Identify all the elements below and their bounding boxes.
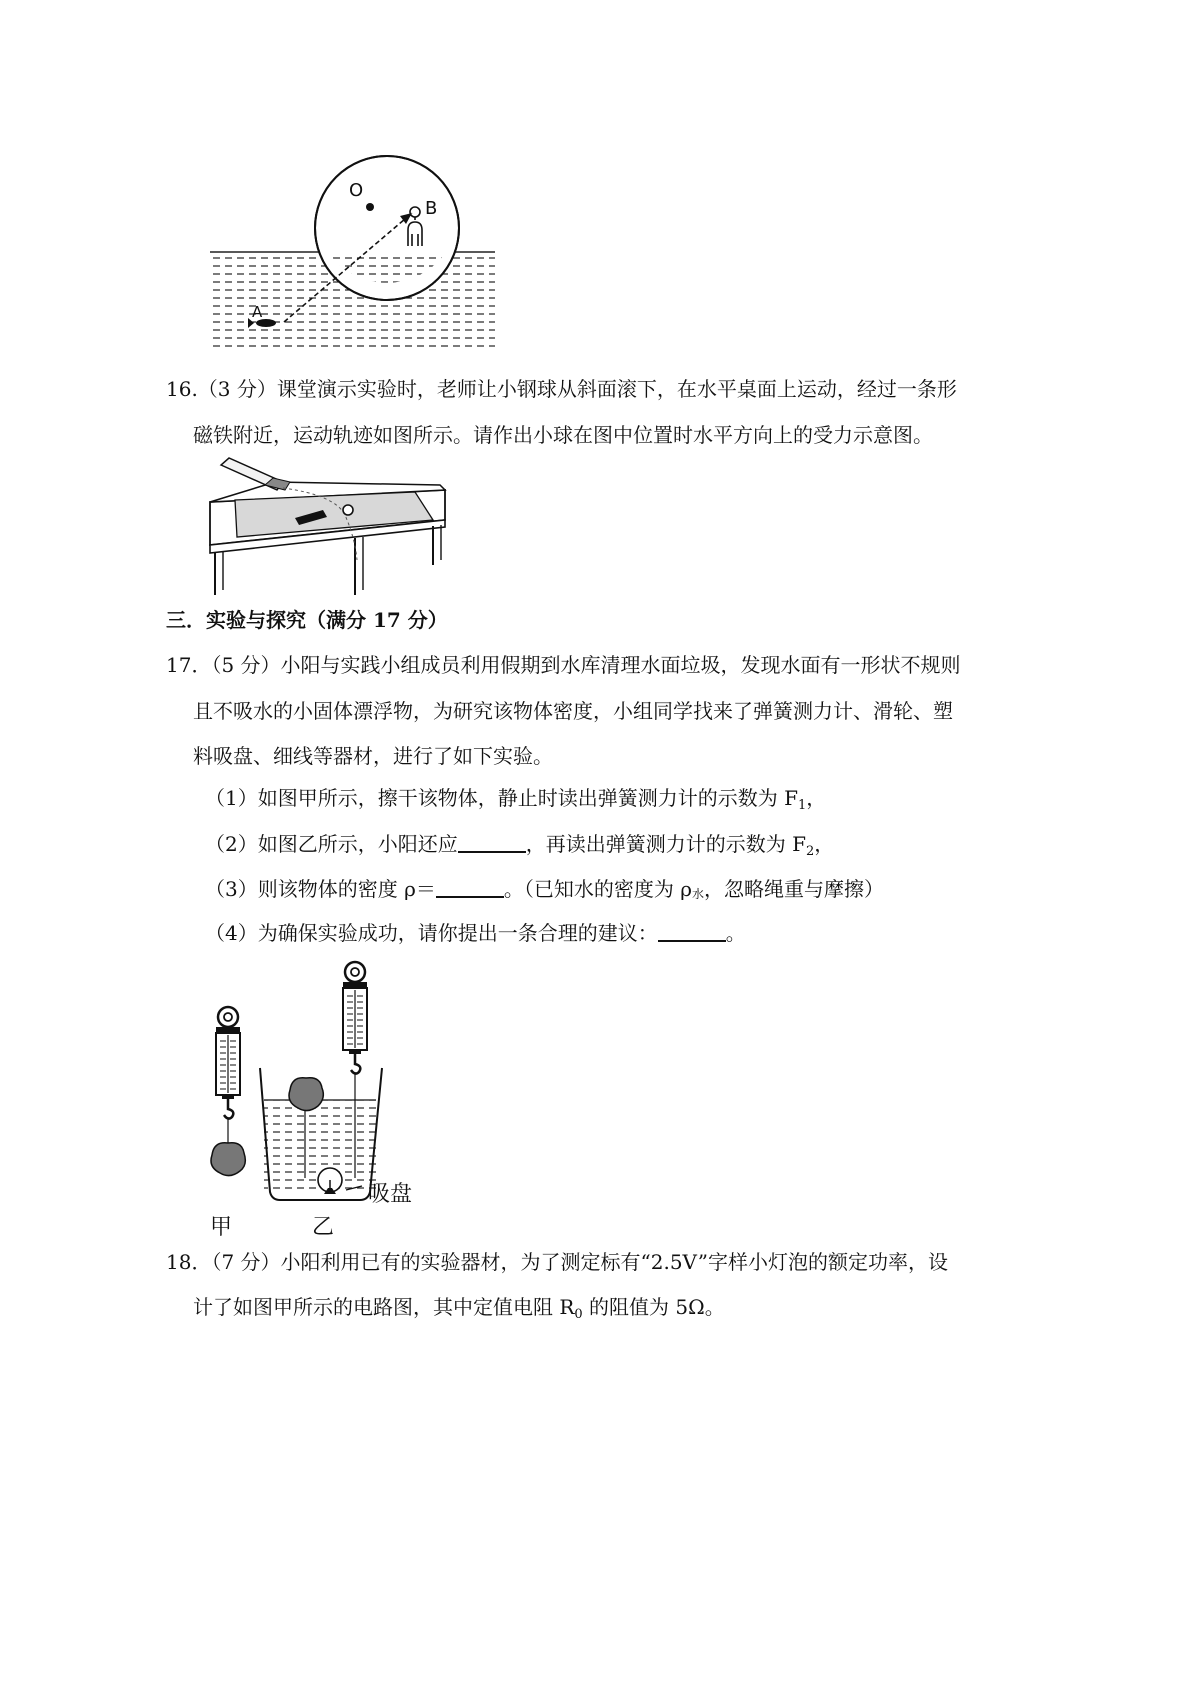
label-jia: 甲 (210, 1215, 233, 1240)
label-o: O (349, 180, 364, 201)
q17-step-1-text: （1）如图甲所示，擦干该物体，静止时读出弹簧测力计的示数为 F (205, 786, 798, 810)
q17-step-1-end: ， (806, 786, 827, 810)
q17-step-4-a: （4）为确保实验成功，请你提出一条合理的建议： (205, 921, 658, 945)
q17-step-3-a: （3）则该物体的密度 ρ＝ (205, 877, 436, 901)
q17-step-2-end: ， (814, 832, 835, 856)
figure-16-table-magnet (205, 460, 465, 630)
r0-subscript: 0 (574, 1307, 583, 1322)
f2-subscript: 2 (805, 844, 815, 859)
q16-line-2: 磁铁附近，运动轨迹如图所示。请作出小球在图中位置时水平方向上的受力示意图。 (193, 423, 933, 447)
q18-line-2 (193, 1293, 725, 1321)
q17-step-1 (205, 784, 826, 812)
section-3-title: 三．实验与探究（满分 17 分） (166, 608, 448, 632)
q17-line-1: 17．（5 分）小阳与实践小组成员利用假期到水库清理水面垃圾，发现水面有一形状不规则 (166, 653, 961, 677)
q17-step-4 (205, 919, 746, 947)
label-a: A (252, 303, 263, 321)
q17-step-2-b: ，再读出弹簧测力计的示数为 F (525, 832, 806, 856)
label-yi: 乙 (312, 1215, 335, 1240)
f1-subscript: 1 (797, 798, 807, 813)
q16-line-1: 16.（3 分）课堂演示实验时，老师让小钢球从斜面滚下，在水平桌面上运动，经过一条形 (166, 377, 957, 401)
q17-step-3-c: ，忽略绳重与摩擦） (703, 877, 884, 901)
q18-line-2-a: 计了如图甲所示的电路图，其中定值电阻 R (193, 1295, 575, 1319)
q18-line-2-b: 的阻值为 5Ω。 (582, 1295, 725, 1319)
q17-blank-2[interactable] (458, 831, 526, 853)
rho-water-subscript: 水 (691, 887, 704, 901)
q18-line-1: 18．（7 分）小阳利用已有的实验器材，为了测定标有“2.5V”字样小灯泡的额定功率，设 (166, 1250, 948, 1274)
q17-line-2: 且不吸水的小固体漂浮物，为研究该物体密度，小组同学找来了弹簧测力计、滑轮、塑 (193, 699, 953, 723)
q17-step-3-b: 。（已知水的密度为 ρ (503, 877, 692, 901)
q17-step-3 (205, 875, 884, 908)
label-xipan: 吸盘 (368, 1182, 413, 1207)
figure-17-yi-beaker-pulley (260, 960, 460, 1220)
label-b: B (425, 198, 438, 219)
q17-blank-3[interactable] (436, 876, 504, 898)
q17-step-2 (205, 830, 834, 858)
q17-step-4-b: 。 (725, 921, 746, 945)
q17-step-2-a: （2）如图乙所示，小阳还应 (205, 832, 458, 856)
figure-17-jia-spring-scale (200, 1005, 260, 1225)
q17-blank-4[interactable] (658, 920, 726, 942)
q17-line-3: 料吸盘、细线等器材，进行了如下实验。 (193, 744, 553, 768)
